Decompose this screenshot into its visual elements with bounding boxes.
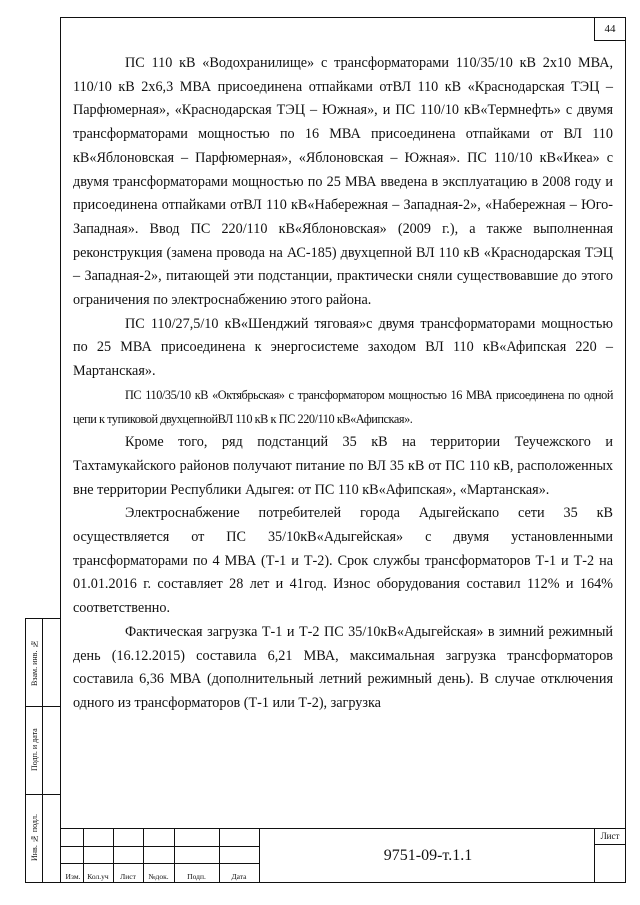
sidebar-label-replace-inv: Взам. инв. № [30, 639, 39, 686]
paragraph-2: ПС 110/27,5/10 кВ«Шенджий тяговая»с двумя трансформаторами мощностью по 25 МВА присоединена к энергосистеме заходом ВЛ 110 кВ«Афипская 220 – Мартанская». [73, 315, 613, 380]
sheet-box [594, 829, 625, 882]
paragraph-3: ПС 110/35/10 кВ «Октябрьская» с трансформатором мощностью 16 МВА присоединена по одной цепи к тупиковой двухцепнойВЛ 110 кВ к ПС 220/110 кВ«Афипская». [73, 387, 613, 426]
page-frame [60, 17, 626, 883]
sidebar-label-original-inv: Инв. № подл. [30, 814, 39, 862]
body-text [73, 52, 613, 716]
document-code: 9751-09-т.1.1 [383, 846, 473, 864]
stamp-header-date: Дата [231, 872, 247, 881]
stamp-header-kol: Кол.уч [87, 872, 109, 881]
title-block [61, 828, 625, 882]
stamp-header-doc: №док. [148, 872, 169, 881]
sheet-label: Лист [600, 831, 620, 841]
paragraph-5: Электроснабжение потребителей города Адыгейскапо сети 35 кВ осуществляется от ПС 35/10кВ«Адыгейская» с двумя установленными трансформаторами по 4 МВА (Т-1 и Т-2). Срок службы трансформаторов Т-1 и Т-2 на 01.01.2016 г. составляет 28 лет и 41год. Износ оборудования составил 112% и 164% соответственно. [73, 505, 613, 617]
stamp-header-sign: Подп. [187, 872, 206, 881]
paragraph-1: ПС 110 кВ «Водохранилище» с трансформаторами 110/35/10 кВ 2х10 МВА, 110/10 кВ 2х6,3 МВА присоединена отпайками отВЛ 110 кВ «Краснодарская ТЭЦ – Парфюмерная», «Краснодарская ТЭЦ – Южная», и ПС 110/10 кВ«Термнефть» с двумя трансформаторами мощностью по 16 МВА присоединена отпайками от ВЛ 110 кВ«Яблоновская – Парфюмерная», «Яблоновская – Южная». ПС 110/10 кВ«Икеа» с двумя трансформаторами мощностью по 25 МВА введена в эксплуатацию в 2008 году и присоединена отпайками отВЛ 110 кВ«Набережная – Западная-2», «Набережная – Юго-Западная». Ввод ПС 220/110 кВ«Яблоновская» (2009 г.), а также выполненная реконструкция (замена провода на АС-185) двухцепной ВЛ 110 кВ «Краснодарская ТЭЦ – Западная-2», питающей эти подстанции, практически сняли существовавшие до этого ограничения по электроснабжению этого района. [73, 55, 613, 309]
paragraph-4: Кроме того, ряд подстанций 35 кВ на территории Теучежского и Тахтамукайского районов получают питание по ВЛ 35 кВ от ПС 110 кВ, расположенных вне территории Республики Адыгея: от ПС 110 кВ«Афипская», «Мартанская». [73, 434, 613, 498]
stamp-header-list: Лист [120, 872, 136, 881]
sidebar-label-sign-date: Подп. и дата [30, 728, 39, 772]
page-number: 44 [594, 18, 625, 41]
left-sidebar-stamp [25, 618, 60, 883]
paragraph-6: Фактическая загрузка Т-1 и Т-2 ПС 35/10кВ«Адыгейская» в зимний режимный день (16.12.2015) составила 6,21 МВА, максимальная загрузка трансформаторов составила 6,36 МВА (дополнительный летний режимный день). В случае отключения одного из трансформаторов (Т-1 или Т-2), загрузка [73, 623, 613, 711]
stamp-header-izm: Изм. [65, 872, 81, 881]
